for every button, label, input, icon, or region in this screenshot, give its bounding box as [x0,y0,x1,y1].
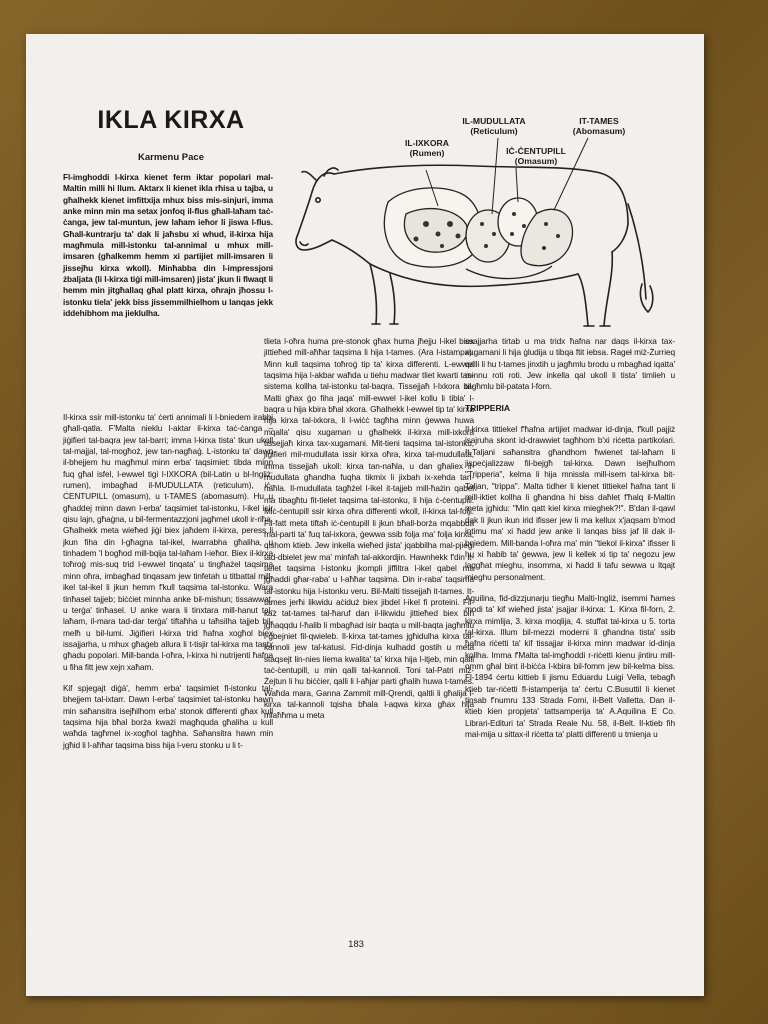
column-1 [63,412,273,761]
paragraph: Kif spjegajt diġà', hemm erba' taqsimiet fl-istonku tal-bhejjem tal-ixtarr. Dawn l-erba' taqsimiet tal-istonku hawn min saħansitra isejħilhom erba' stonok differenti għax kull taqsima hija bħal borża kważi magħquda għaliha u kull waħda tagħmel ix-xogħol tagħha. Saħansitra hawn min jgħid li l-aħħar taqsima biss hija l-veru stonku u li t- [63,682,273,750]
section-heading: TRIPPERIA [465,402,510,413]
article-title: IKLA KIRXA [97,106,245,134]
column-3 [465,336,675,750]
label-rumen: IL-IXKORA (Rumen) [405,138,449,158]
paragraph: Aquilina, fid-dizzjunarju tiegħu Malti-Ingliż, isemmi ħames modi ta' kif wieħed jista' jsajjar il-kirxa: 1. Kirxa fil-forn, 2. kirxa mimlija, 3. kirxa moqlija, 4. stuffat tal-kirxa u 5. torta tal-kirxa. Illum bil-mezzi moderni li għandna tista' ssib ħafna riċetti ta' kif tissajjar il-kirxa minn madwar id-dinja kollha. Imma f'Malta tal-imgħoddi r-riċetti kienu jintiru mill-omm għal bint il-biċċa l-kbira bil-fomm jew bil-kelma biss. Fl-1894 ċertu kittieb li jismu Eduardu Luigi Vella, tebagħ ktieb tar-riċetti fl-istamperija ta' ċertu C.Busuttil li kienet tinsab f'numru 133 Strada Forni, il-Belt Valletta. Dan il-ktieb kien propjeta' tattsamperija ta' A.Aquilina E Co. Librari-Edituri ta' Strada Reale Nu. 58, il-Belt. Il-ktieb fih mal-mija u sittax-il riċetta ta' platti differenti u tmienja u [465,592,675,739]
cow-stomach-illustration [266,74,696,334]
paragraph: Il-kirxa tittiekel f'ħafna artijiet madwar id-dinja, f'kull pajjiż isajruha skont id-drawwiet tagħhom b'xi riċetta partikolari. It-Taljani saħansitra għandhom ħwienet tal-laħam li jispeċjalizzaw fil-bejgħ tal-kirxa. Dawn isejħulhom "Tripperia", kelma li hija mnissla mill-isem tal-kirxa bit-Taljan, "trippa". Malta tidher li kienet tittiekel ħafna tant li mill-iktiet kollha li għandna hi biss daħlet f'ħalq il-Maltin meta jgħidu: "Min qatt kiel kirxa mieghek?!". B'dan il-qawl dak li jkun ikun irid ifisser jew li ma kellux x'jaqsam b'mod intimu ma' xi ħadd jew anke li lanqas biss jaf lil dak il-bniedem. Mill-banda l-oħra ma' min "tiekol il-kirxa" ifisser li hu xi ħabib ta' ġewwa, jew li kellek xi tip ta' negozu jew laqgħat mieghu, insomma, xi ħadd li tafu sewwa u ltqajt mieghu personalment. [465,424,675,582]
paragraph: tlieta l-oħra huma pre-stonok għax huma jħejju l-ikel biex jittieħed mill-aħħar taqsima li hija t-tames. (Ara l-istampa). Minn kull taqsima toħroġ tip ta' kirxa differenti. L-ewwel taqsima hija l-akbar waħda u tiehu madwar tliet kwarti tas-sistema kollha tal-istonku tal-baqra. Tissejjaħ l-Ixkora bil-Malti għax ġo fiha jaqa' mill-ewwel l-ikel kollu li tibla' l-baqra u hija kbira bħal xkora. Għalhekk l-ewwel tip ta' kirxa hija kirxa tal-ixkora, li l-wiċċ tagħha minn ġewwa huwa mqalla' qisu xugaman u għalhekk il-kirxa mill-ixkora tissejjaħ kirxa tax-xugamani. Mit-tieni taqsima tal-istonku, jiġifieri mil-mudullata issir kirxa oħra, kirxa tal-mudullata, imma tissejjaħ ukoll: kirxa tan-naħla, u dan għaliex il-mudullata għandha fuqha tikmix li jixbah ix-xehda tan-naħla. Il-mudullata tagħżel l-ikel it-tajjeb mill-ħażin qabel ma tibagħtu fit-tielet taqsima tal-istonku, li hija ċ-ċentupill. Miċ-ċentupill ssir kirxa oħra differenti wkoll, il-kirxa tal-folji. Fil-fatt meta tiftaħ iċ-ċentupill li jkun bħall-borża mqabbda mal-parti ta' fuq tal-ixkora, ġewwa ssib folja ma' folja kirxa, qishom ktieb. Jew inkella wieħed jista' jqabbilha mal-pjiegi tad-dbielet jew ma' minfaħ tal-akkordjin. Hawnhekk f'din it-tielet taqsima l-istonku jkompli jiffiltra l-ikel qabel ma jgħaddi għar-raba' u l-aħħar taqsima. Din ir-raba' taqsima tal-istonku hija l-istonku veru. Bil-Malti tissejjaħ it-tames. It-tames jerħi likwidu aċiduż biex jibdel l-ikel fi proteini. Fil-każ tat-tames tal-ħaruf dan il-likwidu jittieħed biex bih jgħaqqdu l-ħalib li mbagħad isir baqta u mill-baqta jagħmlu l-ġbejniet fil-qwieleb. Il-kirxa tat-tames jgħidulha kirxa tal-kannoli jew tal-katusi. Fid-dinja kulhadd gostih u meta staqsejt lin-nies liema kwalita' ta' kirxa hija l-itjeb, min qalli taċ-ċentupill, u min qalli tal-kannoli. Toni tal-Patri miż-Żejtun li hu biċċier, qalli li l-aħjar parti għalih huwa t-tames. Waħda mara, Ganna Zammit mill-Qrendi, qaltli li għalija l-kirxa tal-kannoli tqisha bħala l-aqwa kirxa għax hija mlaħħma u meta [264,336,474,721]
label-abomasum: IT-TAMES (Abomasum) [572,116,626,136]
article-author: Karmenu Pace [137,152,204,163]
intro-paragraph: Fl-imghoddi l-kirxa kienet ferm iktar popolari mal-Maltin milli hi llum. Aktarx li kienet ikla rħisa u tajba, u għalhekk kienet imfittxija mhux biss mis-sinjuri, imma anke minn min ma setax jonfoq il-flus għall-laħam taċ-ċanga, jew tal-muntun, jew laħam ieħor li jiswa l-flus. Għall-kuntrarju ta' dak li jaħsbu xi whud, il-kirxa hija magħmula mill-istonku tal-annimal u mhux mill-imsaren (għalkemm hemm xi partijiet mill-imsaren li jissejħu kirxa wkoll). Minħabba din l-impressjoni żbaljata (li l-kirxa tiġi mill-imsaren) jista' jkun li flwaqt li hemm min jitgħallaq għal platt kirxa, oħrajn jħossu l-istonku tiela' jekk biss jissemmilhielhom u lanqas jekk iddehibhom ma jieklulha. [63,172,273,319]
paragraph: Il-kirxa ssir mill-istonku ta' ċerti annimali li l-bniedem irabbi għall-qatla. F'Malta nieklu l-aktar il-kirxa taċ-ċanga – jiġifieri tal-baqra jew tal-barri; imma l-kirxa tista' tkun ukoll tal-majjal, tal-mogħoż, jew tan-nagħaġ. L-istonku ta' dawn il-bhejjem hu magħmul minn erba' taqsimiet: tibda minn fuq għal isfel, l-ewwel tigi l-IXKORA (bil-Latin u bl-Ingliż: rumen), imbagħad il-MUDULLATA (reticulum), iċ-ĊENTUPILL (omasum), u t-TAMES (abomasum). Hu u għaddej minn dawn l-erba' taqsimiet tal-istonku, l-ikel isir qisu lajn, għaġna, u bil-fermentazzjoni jagħmel ukoll ir-riħa. Għalhekk meta wieħed jiġi biex jaħdem il-kirxa, peress li jkun fiha din l-għagna tal-ikel, iwarrabha għaliha, u tinhadem 'l bogħod mill-bqija tal-laħam l-ieħor. Biex il-kirxa toħroġ mis-suq trid l-ewwel tinqata' u tingħażel taqsima minn oħra, imbagħad tinqasam jew tinfetah u titbattal mill-ikel tal-ikel li jkun hemm f'kull taqsima tal-istonku. Wara tinħasel tajjeb; biċċiet minnha anke bil-mishun; tissawwat, u terġa' tinħasel. U anke wara li tinxtara mill-hanut tal-laħam, il-mara tad-dar terġa' tiftaħha u taħsilha tajjeb bil-melħ u bil-lumi. Jiġifieri l-kirxa trid ħafna xogħol biex issajjarha, u mhux għaġeb allura li t-tisjir tal-kirxa ma tantx għadu popolari. Mill-banda l-oħra, l-kirxa hi nutrijenti ħafna u fiha fitt jew xejn xaħam. [63,412,273,672]
page-number: 183 [348,939,364,950]
cow-drawing [266,74,696,334]
label-reticulum: IL-MUDULLATA (Reticulum) [462,116,526,136]
magazine-page [26,34,704,996]
label-omasum: IĊ-ĊENTUPILL (Omasum) [506,146,566,166]
paragraph: ssajjarha tirtab u ma tridx ħafna nar daqs il-kirxa tax-xugamani li hija ġludija u tibqa ftit iebsa. Rageł miż-Żurrieq qalli li hu t-tames jinxtih u jagħmlu brodu u mbagħad iqatta' minnu roti roti. Jew inkella qal ukoll li tista' timlieh u tagħmlu bil-patata l-forn. [465,336,675,392]
column-2 [264,336,474,732]
